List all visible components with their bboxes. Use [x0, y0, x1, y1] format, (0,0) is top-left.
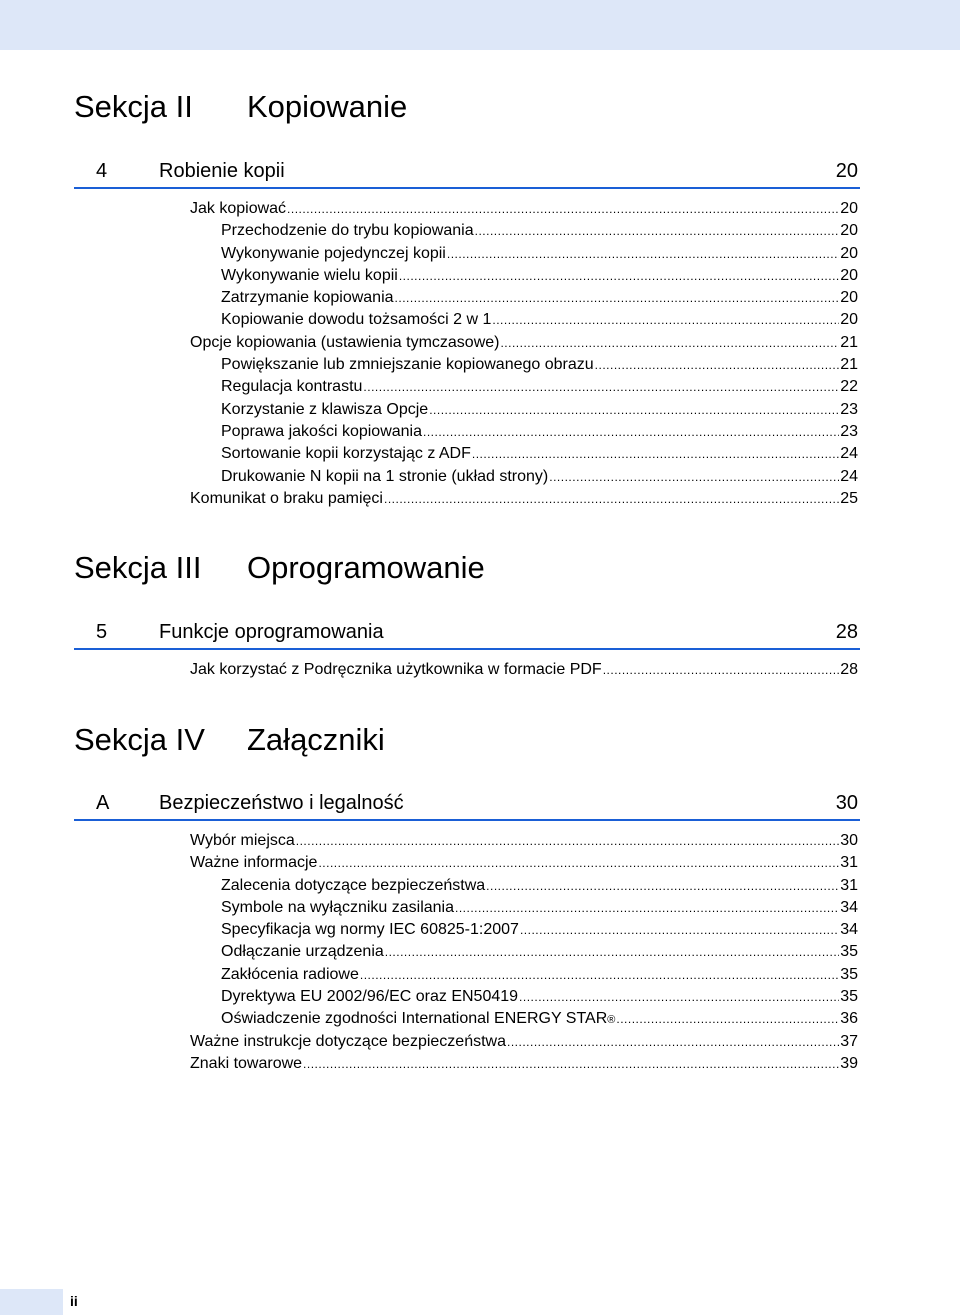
- section-title: Załączniki: [247, 722, 385, 757]
- dot-leader: [520, 919, 839, 941]
- dot-leader: [455, 897, 839, 919]
- toc-entry-text: Znaki towarowe: [190, 1054, 303, 1072]
- toc-entry-text: Kopiowanie dowodu tożsamości 2 w 1: [221, 311, 492, 329]
- toc-entry[interactable]: [190, 220, 858, 242]
- toc-entry-page: 20: [840, 200, 858, 217]
- toc-entry-text: Opcje kopiowania (ustawienia tymczasowe): [190, 333, 500, 351]
- toc-entry-text: Drukowanie N kopii na 1 stronie (układ strony): [221, 467, 549, 485]
- toc-entry-text: Odłączanie urządzenia: [221, 943, 384, 961]
- toc-entry-page: 24: [840, 445, 858, 463]
- toc-entry-page: 35: [840, 988, 858, 1006]
- toc-entry[interactable]: [190, 986, 858, 1008]
- dot-leader: [399, 265, 839, 287]
- chapter-page: 30: [835, 792, 858, 814]
- toc-entry[interactable]: [190, 941, 858, 963]
- toc-entry-text: Symbole na wyłączniku zasilania: [221, 898, 454, 916]
- toc-entry-page: 23: [840, 422, 858, 440]
- toc-entry[interactable]: [190, 287, 858, 309]
- toc-list: [190, 830, 858, 1075]
- dot-leader: [507, 1031, 839, 1053]
- toc-entry-page: 20: [840, 311, 858, 329]
- toc-entry[interactable]: [190, 376, 858, 398]
- toc-entry-text: Zalecenia dotyczące bezpieczeństwa: [221, 876, 486, 894]
- dot-leader: [385, 941, 839, 963]
- dot-leader: [549, 466, 839, 488]
- dot-leader: [595, 354, 840, 376]
- dot-leader: [603, 659, 840, 681]
- toc-entry[interactable]: [190, 875, 858, 897]
- dot-leader: [492, 309, 839, 331]
- toc-entry-text: Specyfikacja wg normy IEC 60825-1:2007: [221, 921, 519, 939]
- dot-leader: [395, 287, 840, 309]
- chapter-heading[interactable]: [74, 151, 860, 189]
- toc-entry[interactable]: [190, 332, 858, 354]
- dot-leader: [296, 830, 839, 852]
- toc-entry-text: Powiększanie lub zmniejszanie kopiowanego obrazu: [221, 356, 594, 374]
- toc-entry-page: 37: [840, 1032, 858, 1050]
- toc-entry[interactable]: [190, 399, 858, 421]
- toc-entry-page: 34: [840, 921, 858, 939]
- toc-entry-page: 36: [840, 1010, 858, 1028]
- toc-entry-page: 28: [840, 661, 858, 678]
- toc-entry-text: Dyrektywa EU 2002/96/EC oraz EN50419: [221, 988, 519, 1006]
- toc-entry-text: Komunikat o braku pamięci: [190, 489, 383, 507]
- chapter-title: Bezpieczeństwo i legalność: [159, 792, 404, 814]
- toc-entry-page: 21: [840, 333, 858, 351]
- dot-leader: [475, 220, 840, 242]
- toc-entry-text: Wykonywanie pojedynczej kopii: [221, 244, 446, 262]
- dot-leader: [384, 488, 839, 510]
- toc-entry[interactable]: [190, 243, 858, 265]
- toc-entry-page: 21: [840, 356, 858, 374]
- chapter-page: 28: [835, 621, 858, 643]
- toc-entry[interactable]: [190, 488, 858, 510]
- section-heading: [74, 552, 485, 583]
- section-title: Oprogramowanie: [247, 550, 485, 585]
- section-label: Sekcja III: [74, 550, 202, 585]
- dot-leader: [519, 986, 839, 1008]
- chapter-heading[interactable]: [74, 612, 860, 650]
- toc-entry[interactable]: [190, 309, 858, 331]
- toc-entry-page: 20: [840, 266, 858, 284]
- toc-entry[interactable]: [190, 964, 858, 986]
- chapter-number: 4: [96, 160, 108, 182]
- chapter-title: Funkcje oprogramowania: [159, 621, 384, 643]
- section-heading: [74, 91, 407, 122]
- toc-entry-text: Wybór miejsca: [190, 832, 295, 849]
- toc-entry-text: Zatrzymanie kopiowania: [221, 289, 394, 307]
- toc-entry[interactable]: [190, 659, 858, 681]
- toc-entry-text: Oświadczenie zgodności International ENERGY STAR: [221, 1010, 608, 1028]
- toc-entry[interactable]: [190, 897, 858, 919]
- toc-entry-text: Jak korzystać z Podręcznika użytkownika w formacie PDF: [190, 661, 602, 678]
- toc-entry-page: 35: [840, 943, 858, 961]
- section-title: Kopiowanie: [247, 89, 408, 124]
- section-heading: [74, 724, 385, 755]
- section-label: Sekcja II: [74, 89, 193, 124]
- dot-leader: [429, 399, 839, 421]
- toc-entry[interactable]: [190, 852, 858, 874]
- toc-entry-page: 31: [840, 876, 858, 894]
- toc-entry-page: 22: [840, 378, 858, 396]
- dot-leader: [423, 421, 839, 443]
- toc-entry[interactable]: [190, 919, 858, 941]
- dot-leader: [287, 198, 839, 220]
- toc-entry[interactable]: [190, 443, 858, 465]
- toc-entry-text: Ważne instrukcje dotyczące bezpieczeństwa: [190, 1032, 506, 1050]
- toc-entry-page: 24: [840, 467, 858, 485]
- top-header-band: [0, 0, 960, 50]
- toc-entry-page: 20: [840, 244, 858, 262]
- chapter-number: A: [96, 792, 110, 814]
- toc-entry-page: 23: [840, 400, 858, 418]
- chapter-page: 20: [835, 160, 858, 182]
- dot-leader: [318, 852, 839, 874]
- toc-entry-page: 30: [840, 832, 858, 849]
- toc-entry-page: 25: [840, 489, 858, 507]
- toc-entry-page: 20: [840, 222, 858, 240]
- toc-entry[interactable]: [190, 830, 858, 852]
- toc-entry[interactable]: [190, 421, 858, 443]
- toc-entry-page: 34: [840, 898, 858, 916]
- toc-entry-page: 20: [840, 289, 858, 307]
- dot-leader: [447, 243, 839, 265]
- toc-entry-page: 35: [840, 965, 858, 983]
- toc-entry-page: 39: [840, 1054, 858, 1072]
- toc-entry-text: Przechodzenie do trybu kopiowania: [221, 222, 474, 240]
- toc-entry[interactable]: [190, 1031, 858, 1053]
- chapter-title: Robienie kopii: [159, 160, 285, 182]
- dot-leader: [363, 376, 839, 398]
- page-tab: [0, 1289, 63, 1315]
- toc-entry-text: Jak kopiować: [190, 200, 287, 217]
- toc-entry-text: Ważne informacje: [190, 854, 318, 872]
- page-number: ii: [70, 1293, 78, 1309]
- chapter-number: 5: [96, 621, 108, 643]
- toc-list: [190, 659, 858, 681]
- toc-entry-page: 31: [840, 854, 858, 872]
- toc-list: [190, 198, 858, 510]
- toc-entry[interactable]: [190, 198, 858, 220]
- dot-leader: [500, 332, 839, 354]
- dot-leader: [303, 1053, 839, 1075]
- chapter-heading[interactable]: [74, 783, 860, 821]
- toc-entry-text: Regulacja kontrastu: [221, 378, 363, 396]
- toc-entry-text: Zakłócenia radiowe: [221, 965, 359, 983]
- toc-entry[interactable]: [190, 354, 858, 376]
- dot-leader: [616, 1008, 839, 1030]
- toc-entry[interactable]: [190, 1053, 858, 1075]
- toc-entry[interactable]: [190, 466, 858, 488]
- dot-leader: [360, 964, 839, 986]
- toc-entry[interactable]: [190, 265, 858, 287]
- toc-entry-text: Wykonywanie wielu kopii: [221, 266, 398, 284]
- toc-entry-text: Sortowanie kopii korzystając z ADF: [221, 445, 471, 463]
- section-label: Sekcja IV: [74, 722, 205, 757]
- toc-entry[interactable]: Oświadczenie zgodności International ENERGY STAR ® ..... 36: [190, 1008, 858, 1030]
- toc-entry-text: Poprawa jakości kopiowania: [221, 422, 422, 440]
- toc-entry-text: Korzystanie z klawisza Opcje: [221, 400, 429, 418]
- dot-leader: [472, 443, 839, 465]
- dot-leader: [486, 875, 839, 897]
